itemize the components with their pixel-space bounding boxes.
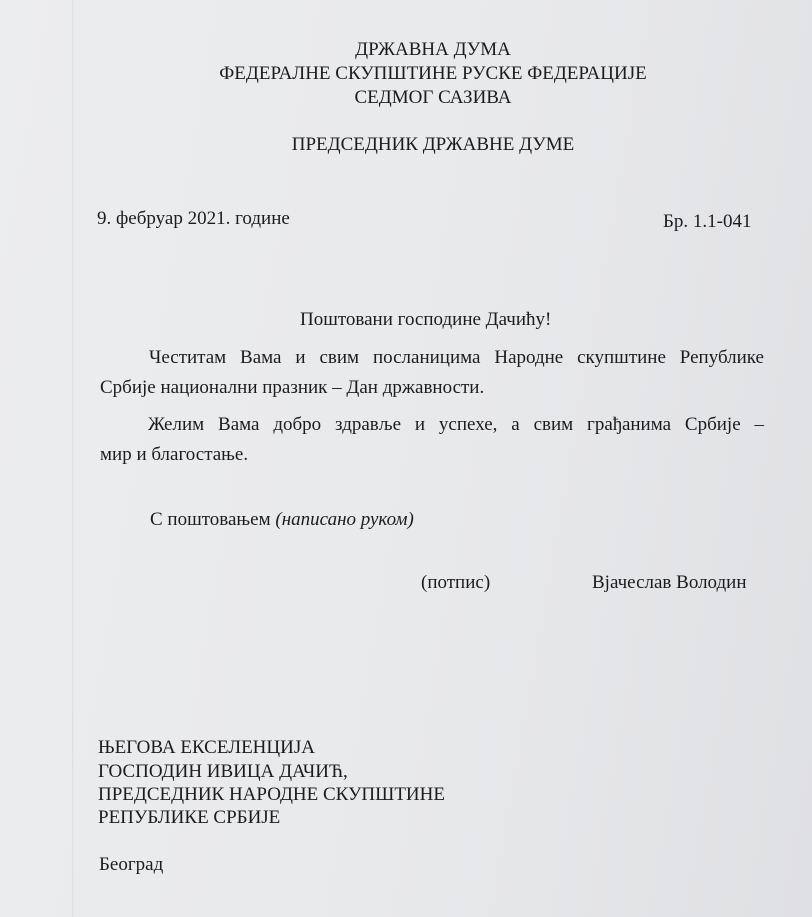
signature-note: (потпис) <box>421 572 491 593</box>
recipient-line-3: ПРЕДСЕДНИК НАРОДНЕ СКУПШТИНЕ <box>98 784 445 805</box>
header-line-3: СЕДМОГ САЗИВА <box>354 87 512 108</box>
closing-line <box>150 508 414 532</box>
signer-name: Вјачеслав Володин <box>592 572 747 593</box>
letter-date: 9. фебруар 2021. године <box>97 208 290 229</box>
closing-handwritten-note: (написано руком) <box>275 509 414 530</box>
closing-text: С поштовањем <box>150 509 271 530</box>
salutation: Поштовани господине Дачићу! <box>300 309 552 330</box>
header-office: ПРЕДСЕДНИК ДРЖАВНЕ ДУМЕ <box>291 134 575 155</box>
header-line-1: ДРЖАВНА ДУМА <box>355 39 511 60</box>
header-line-2: ФЕДЕРАЛНЕ СКУПШТИНЕ РУСКЕ ФЕДЕРАЦИЈЕ <box>219 63 647 84</box>
recipient-line-4: РЕПУБЛИКЕ СРБИЈЕ <box>98 807 281 828</box>
paragraph-1-line-1: Честитам Вама и свим посланицима Народне скупштине Републике <box>149 347 764 368</box>
recipient-line-1: ЊЕГОВА ЕКСЕЛЕНЦИЈА <box>98 737 315 758</box>
letter-number: Бр. 1.1-041 <box>663 211 752 232</box>
paragraph-2-line-1: Желим Вама добро здравље и успехе, а свим грађанима Србије – <box>148 414 764 435</box>
paragraph-2-line-2: мир и благостање. <box>100 444 249 465</box>
paragraph-1-line-2: Србије национални празник – Дан државности. <box>100 377 485 398</box>
recipient-line-2: ГОСПОДИН ИВИЦА ДАЧИЋ, <box>98 761 348 782</box>
recipient-city: Београд <box>99 854 164 875</box>
